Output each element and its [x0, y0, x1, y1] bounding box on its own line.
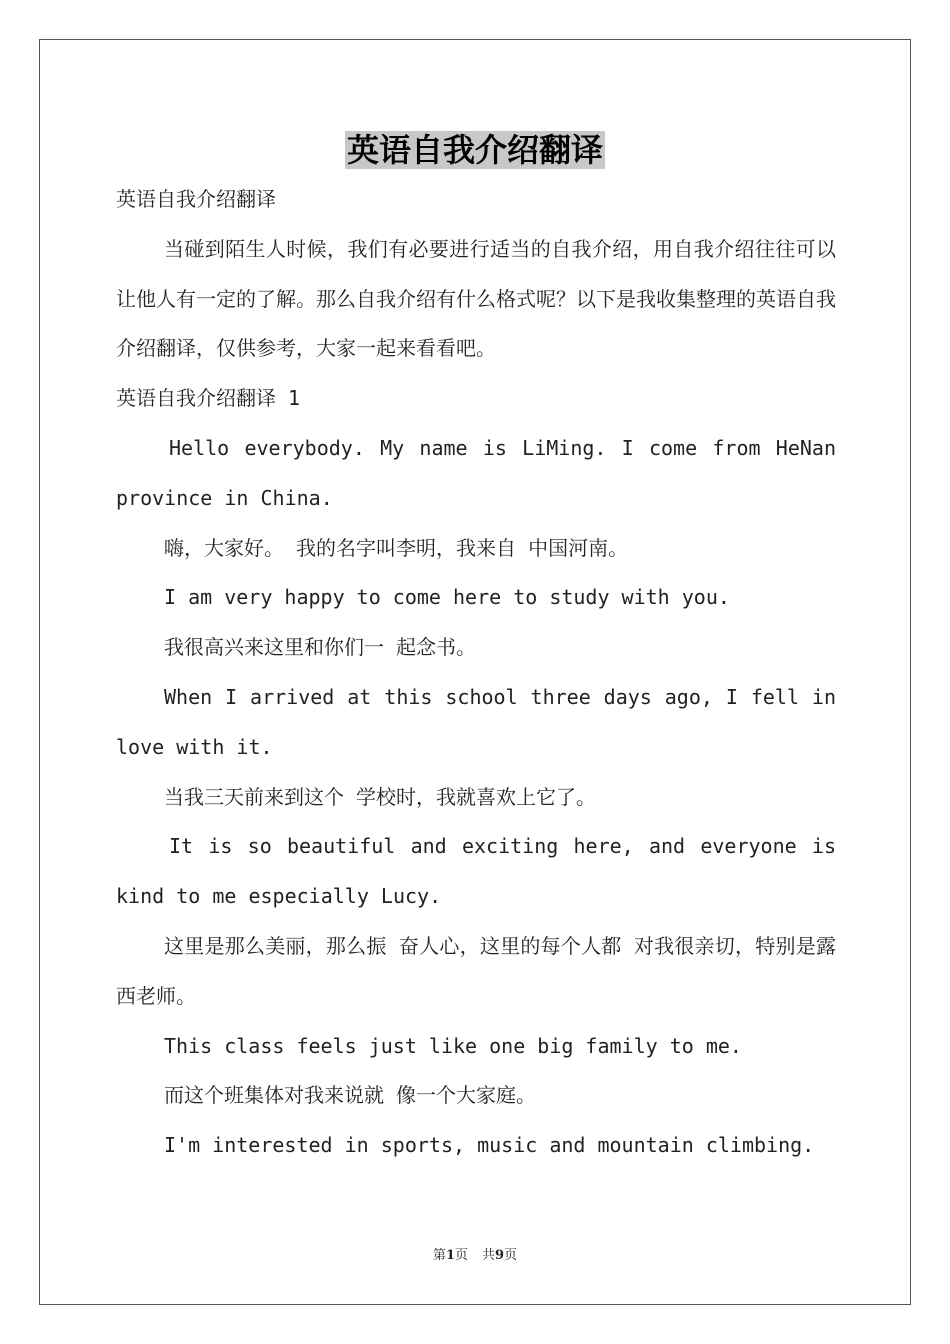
page-footer — [0, 1246, 950, 1266]
chinese-paragraph: 而这个班集体对我来说就 像一个大家庭。 — [164, 1083, 537, 1108]
page-suffix: 页 — [454, 1248, 468, 1263]
total-suffix: 页 — [504, 1248, 518, 1263]
chinese-paragraph: 当我三天前来到这个 学校时，我就喜欢上它了。 — [164, 784, 597, 809]
section-heading: 英语自我介绍翻译 — [116, 187, 276, 211]
english-paragraph: It is so beautiful and exciting here, and everyone is kind to me especially Lucy. — [116, 834, 836, 909]
english-paragraph: Hello everybody. My name is LiMing. I come from HeNan province in China. — [116, 435, 836, 510]
document-title — [0, 126, 950, 174]
document-body — [116, 175, 836, 1171]
chinese-paragraph: 这里是那么美丽，那么振 奋人心，这里的每个人都 对我很亲切，特别是露西老师。 — [116, 933, 836, 1008]
chinese-paragraph: 嗨，大家好。 我的名字叫李明，我来自 中国河南。 — [164, 535, 629, 560]
english-paragraph: When I arrived at this school three days ago, I fell in love with it. — [116, 684, 836, 759]
chinese-paragraph: 我很高兴来这里和你们一 起念书。 — [164, 635, 477, 660]
english-paragraph: I am very happy to come here to study with you. — [164, 585, 730, 610]
intro-paragraph: 当碰到陌生人时候，我们有必要进行适当的自我介绍，用自我介绍往往可以让他人有一定的了解。那么自我介绍有什么格式呢？以下是我收集整理的英语自我介绍翻译，仅供参考，大家一起来看看吧。 — [116, 236, 836, 361]
page-current: 1 — [445, 1248, 455, 1263]
total-prefix: 共 — [482, 1248, 496, 1263]
section-heading-1: 英语自我介绍翻译 1 — [116, 386, 301, 411]
document-title-text: 英语自我介绍翻译 — [346, 131, 603, 169]
english-paragraph: This class feels just like one big family to me. — [164, 1033, 742, 1058]
page-prefix: 第 — [432, 1248, 446, 1263]
english-paragraph: I'm interested in sports, music and mountain climbing. — [164, 1133, 815, 1158]
page-total: 9 — [495, 1248, 505, 1263]
